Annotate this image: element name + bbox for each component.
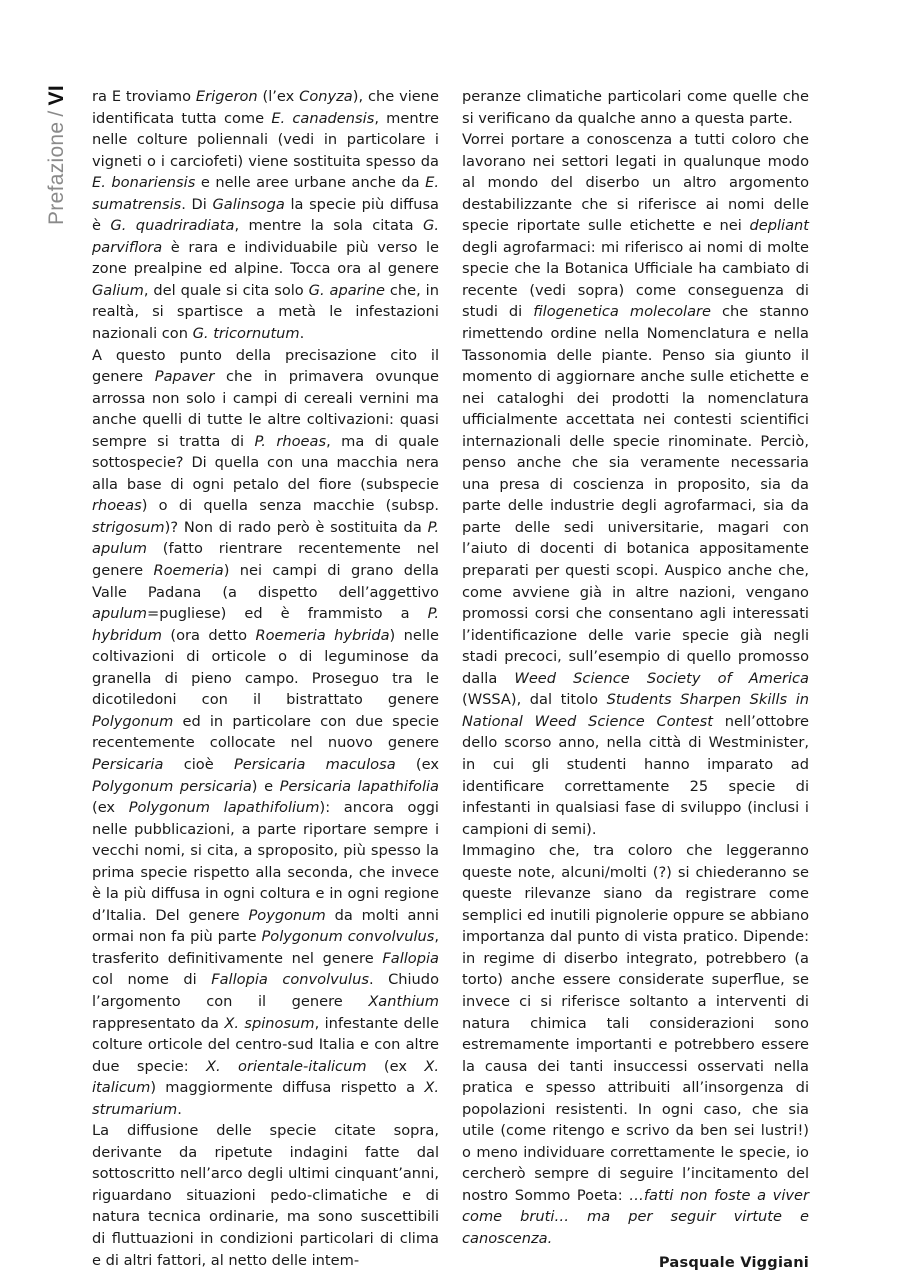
running-head-text [45,85,69,225]
page-number: VI [45,85,68,106]
paragraph: La diffusione delle specie citate sopra, derivante da ripetute indagini fatte dal sottoscritto nell’arco degli ultimi cinquant’anni, riguardano situazioni pedo-climatiche e di natura tecnica ordinarie, ma sono suscettibili di fluttuazioni in condizioni particolari di clima e di altri fattori, al netto delle intem- [92,1122,439,1269]
paragraph: peranze climatiche particolari come quelle che si verificano da qualche anno a questa parte. [462,88,809,127]
section-title: Prefazione [45,121,68,225]
paragraph: A questo punto della precisazione cito il genere Papaver che in primavera ovunque arrossa non solo i campi di cereali vernini ma anche quelli di tutte le altre coltivazioni: quasi sempre si tratta di P. rhoeas, ma di quale sottospecie? Di quella con una macchia nera alla base di ogni petalo del fiore (subspecie rhoeas) o di quella senza macchie (subsp. strigosum)? Non di rado però è sostituita da P. apulum (fatto rientrare recentemente nel genere Roemeria) nei campi di grano della Valle Padana (a dispetto dell’aggettivo apulum=pugliese) ed è frammisto a P. hybridum (ora detto Roemeria hybrida) nelle coltivazioni di orticole o di leguminose da granella di pieno campo. Proseguo tra le dicotiledoni con il bistrattato genere Polygonum ed in particolare con due specie recentemente collocate nel nuovo genere Persicaria cioè Persicaria maculosa (ex Polygonum persicaria) e Persicaria lapathifolia (ex Polygonum lapathifolium): ancora oggi nelle pubblicazioni, a parte riportare sempre i vecchi nomi, si cita, a sproposito, più spesso la prima specie rispetto alla seconda, che invece è la più diffusa in ogni coltura e in ogni regione d’Italia. Del genere Poygonum da molti anni ormai non fa più parte Polygonum convolvulus, trasferito definitivamente nel genere Fallopia col nome di Fallopia convolvulus. Chiudo l’argomento con il genere Xanthium rappresentato da X. spinosum, infestante delle colture orticole del centro-sud Italia e con altre due specie: X. orientale-italicum (ex X. italicum) maggiormente diffusa rispetto a X. strumarium. [92,346,440,1118]
running-head [22,75,68,225]
right-column [462,86,809,1273]
paragraph: Vorrei portare a conoscenza a tutti coloro che lavorano nei settori legati in qualunque modo al mondo del diserbo un altro argomento destabilizzante che si riferisce ai nomi delle specie riportate sulle etichette e nei depliant degli agrofarmaci: mi riferisco ai nomi di molte specie che la Botanica Ufficiale ha cambiato di recente (vedi sopra) come conseguenza di studi di filogenetica molecolare che stanno rimettendo ordine nella Nomenclatura e nella Tassonomia delle piante. Penso sia giunto il momento di aggiornare anche sulle etichette e nei cataloghi dei prodotti la nomenclatura ufficialmente accettata nei contesti scientifici internazionali delle specie rinominate. Perciò, penso anche che sia veramente necessaria una presa di coscienza in proposito, sia da parte delle industrie degli agrofarmaci, sia da parte delle sedi universitarie, magari con l’aiuto di docenti di botanica appositamente preparati per questi scopi. Auspico anche che, come avviene già in altre nazioni, vengano promossi corsi che consentano agli interessati l’identificazione delle varie specie già negli stadi precoci, sull’esempio di quello promosso dalla Weed Science Society of America (WSSA), dal titolo Students Sharpen Skills in National Weed Science Contest nell’ottobre dello scorso anno, nella città di Westminister, in cui gli studenti hanno imparato ad identificare correttamente 25 specie di infestanti in qualsiasi fase di sviluppo (inclusi i campioni di semi). [462,131,809,838]
paragraph: Immagino che, tra coloro che leggeranno queste note, alcuni/molti (?) si chiederanno se queste rilevanze siano da registrare come semplici ed inutili pignolerie oppure se abbiano importanza dal punto di vista pratico. Dipende: in regime di diserbo integrato, potrebbero (a torto) anche essere considerate superflue, se invece ci si riferisce soltanto a interventi di natura chimica tali considerazioni sono estremamente importanti e potrebbero essere la causa dei tanti insuccessi osservati nella pratica e spesso attribuiti all’insorgenza di popolazioni resistenti. In ogni caso, che sia utile (come ritengo e scrivo da ben sei lustri!) o meno individuare correttamente le specie, io cercherò sempre di seguire l’incitamento del nostro Sommo Poeta: …fatti non foste a viver come bruti… ma per seguir virtute e canoscenza. [462,842,809,1247]
running-head-separator: / [45,110,68,117]
left-column [92,86,439,1271]
author-signature: Pasquale Viggiani [658,1253,809,1271]
paragraph: ra E troviamo Erigeron (l’ex Conyza), che viene identificata tutta come E. canadensis, mentre nelle colture poliennali (vedi in particolare i vigneti o i carciofeti) viene sostituita spesso da E. bonariensis e nelle aree urbane anche da E. sumatrensis. Di Galinsoga la specie più diffusa è G. quadriradiata, mentre la sola citata G. parviflora è rara e individuabile più verso le zone prealpine ed alpine. Tocca ora al genere Galium, del quale si cita solo G. aparine che, in realtà, si spartisce a metà le infestazioni nazionali con G. tricornutum. [92,88,439,343]
